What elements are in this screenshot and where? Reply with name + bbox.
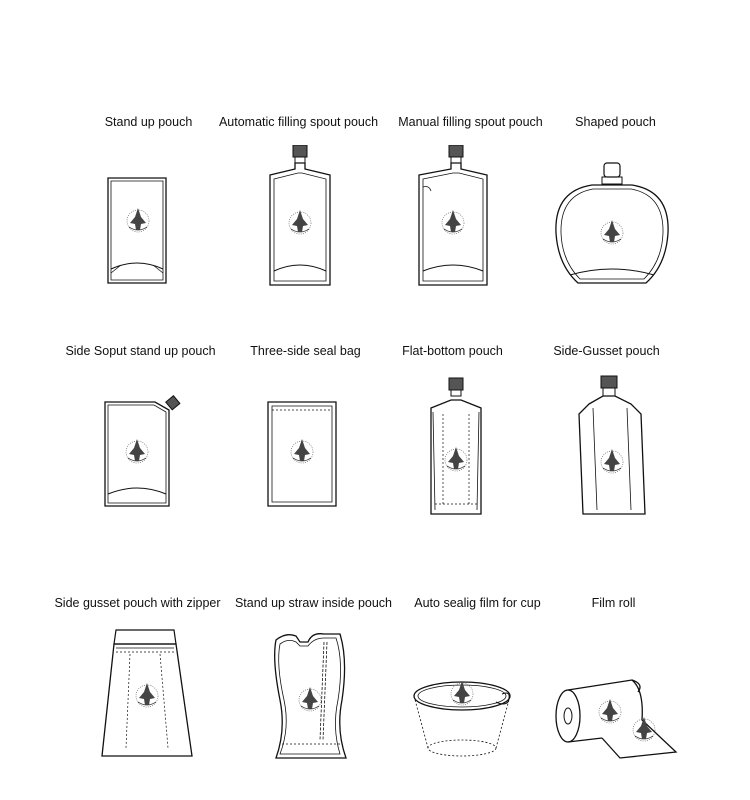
- auto-spout-pouch-icon: [205, 145, 392, 295]
- item-label: Automatic filling spout pouch: [218, 115, 379, 129]
- item-label: Manual filling spout pouch: [398, 115, 543, 129]
- side-spout-pouch-icon: [47, 384, 234, 534]
- straw-inside-pouch-icon: [220, 620, 407, 770]
- side-gusset-zipper-pouch-icon: [44, 620, 231, 770]
- item-label: Auto sealig film for cup: [414, 596, 541, 610]
- item-label: Three-side seal bag: [250, 344, 361, 358]
- item-label: Side Soput stand up pouch: [65, 344, 216, 358]
- item-label: Film roll: [591, 596, 636, 610]
- shaped-pouch-icon: [522, 145, 709, 295]
- film-roll-icon: [520, 620, 707, 770]
- pouch-card-straw: [220, 596, 407, 796]
- pouch-card-side-gusset: [513, 344, 700, 544]
- pouch-card-auto-spout: [205, 115, 392, 315]
- item-label: Stand up straw inside pouch: [234, 596, 393, 610]
- pouch-card-shaped: [522, 115, 709, 315]
- side-gusset-pouch-icon: [513, 374, 700, 524]
- item-label: Shaped pouch: [575, 115, 656, 129]
- item-label: Flat-bottom pouch: [402, 344, 503, 358]
- pouch-card-film-roll: [520, 596, 707, 796]
- pouch-card-side-spout: [47, 344, 234, 544]
- item-label: Stand up pouch: [104, 115, 193, 129]
- item-label: Side-Gusset pouch: [553, 344, 660, 358]
- item-label: Side gusset pouch with zipper: [54, 596, 221, 610]
- pouch-card-gusset-zipper: [44, 596, 231, 796]
